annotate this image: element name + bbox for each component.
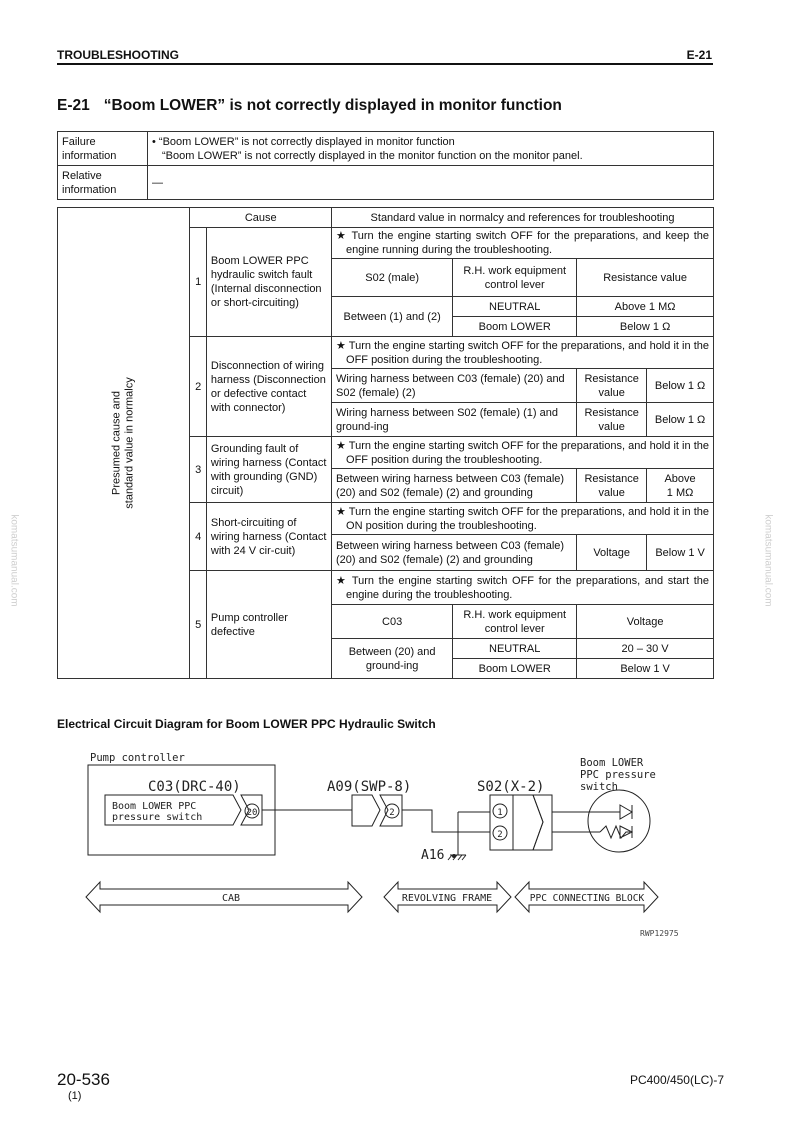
row-number: 2: [190, 337, 206, 437]
measure-cell: Between (1) and (2): [332, 297, 453, 337]
watermark-right: komatsumanual.com: [762, 514, 774, 607]
c03-label: C03(DRC-40): [148, 779, 241, 795]
measure-cell: Wiring harness between S02 (female) (1) and ground-ing: [332, 403, 577, 437]
header-cell: C03: [332, 605, 453, 639]
pressure-switch-circle: [588, 790, 650, 852]
cause-table: [57, 207, 714, 679]
switch-label-3: switch: [580, 781, 618, 793]
diagram-ref: RWP12975: [640, 929, 679, 938]
wire: [402, 810, 490, 832]
zone-cab-label: CAB: [221, 893, 241, 904]
title-code: E-21: [57, 97, 90, 114]
model-number: PC400/450(LC)-7: [629, 1073, 724, 1087]
header-cell: Voltage: [577, 605, 714, 639]
ground-label: A16: [421, 848, 445, 863]
header-cell: R.H. work equipment control lever: [453, 259, 577, 297]
header-rule: [57, 63, 713, 65]
measure-cell: Between wiring harness between C03 (female) (20) and S02 (female) (2) and grounding: [332, 469, 577, 503]
header-cell: S02 (male): [332, 259, 453, 297]
kind-cell: Resistance value: [577, 403, 647, 437]
diagram-title: Electrical Circuit Diagram for Boom LOWER PPC Hydraulic Switch: [57, 717, 436, 731]
zone-frame-label: REVOLVING FRAME: [401, 893, 493, 904]
cause-cell: Disconnection of wiring harness (Disconnection or defective contact with connector): [206, 337, 331, 437]
value-cell: Below 1 V: [577, 659, 714, 679]
page-number: 20-536: [57, 1070, 110, 1089]
cause-cell: Pump controller defective: [206, 571, 331, 679]
value-cell: Below 1 Ω: [647, 403, 714, 437]
kind-cell: Voltage: [577, 535, 647, 571]
note-cell: ★ Turn the engine starting switch OFF for the preparations, and hold it in the OFF position during the troubleshooting.: [332, 337, 714, 369]
state-cell: NEUTRAL: [453, 639, 577, 659]
note-cell: ★ Turn the engine starting switch OFF for the preparations, and keep the engine running during the troubleshooting.: [332, 228, 714, 259]
row-number: 3: [190, 437, 206, 503]
relative-label: Relative information: [58, 166, 148, 200]
row-number: 1: [190, 228, 206, 337]
connector-s02: [490, 795, 513, 850]
switch-label-2: PPC pressure: [580, 769, 656, 781]
pin-20: 20: [246, 808, 258, 818]
measure-cell: Between wiring harness between C03 (female) (20) and S02 (female) (2) and grounding: [332, 535, 577, 571]
pin-1-s02: 1: [497, 808, 503, 818]
ground-symbol: [448, 855, 466, 860]
page-subnumber: (1): [68, 1090, 82, 1102]
page-title: [57, 97, 562, 115]
cause-cell: Short-circuiting of wiring harness (Contact with 24 V cir-cuit): [206, 503, 331, 571]
connector-a09: [352, 795, 380, 826]
cause-cell: Grounding fault of wiring harness (Contact with grounding (GND) circuit): [206, 437, 331, 503]
inner-label-2: pressure switch: [112, 812, 203, 823]
circuit-diagram: [0, 740, 794, 940]
state-cell: Boom LOWER: [453, 317, 577, 337]
failure-label: Failure information: [58, 132, 148, 166]
inner-label-1: Boom LOWER PPC: [112, 801, 197, 812]
kind-cell: Resistance value: [577, 369, 647, 403]
row-number: 4: [190, 503, 206, 571]
note-cell: ★ Turn the engine starting switch OFF for the preparations, and hold it in the ON position during the troubleshooting.: [332, 503, 714, 535]
state-cell: Boom LOWER: [453, 659, 577, 679]
title-text: “Boom LOWER” is not correctly displayed in monitor function: [103, 97, 562, 114]
col-standard: Standard value in normalcy and references for troubleshooting: [332, 208, 714, 228]
pin-2-s02: 2: [497, 830, 503, 840]
zone-block-label: PPC CONNECTING BLOCK: [529, 893, 645, 904]
value-cell: 20 – 30 V: [577, 639, 714, 659]
info-table: [57, 131, 714, 200]
value-cell: Below 1 Ω: [647, 369, 714, 403]
value-cell: Above 1 MΩ: [577, 297, 714, 317]
value-cell: Above 1 MΩ: [647, 469, 714, 503]
s02-label: S02(X-2): [477, 779, 545, 795]
header-cell: R.H. work equipment control lever: [453, 605, 577, 639]
measure-cell: Between (20) and ground-ing: [332, 639, 453, 679]
value-cell: Below 1 V: [647, 535, 714, 571]
header-cell: Resistance value: [577, 259, 714, 297]
failure-text: • “Boom LOWER” is not correctly displayed in monitor function “Boom LOWER” is not correctly displayed in the monitor function on the monitor panel.: [148, 132, 714, 166]
note-cell: ★ Turn the engine starting switch OFF for the preparations, and hold it in the OFF position during the troubleshooting.: [332, 437, 714, 469]
switch-label-1: Boom LOWER: [580, 757, 644, 769]
note-cell: ★ Turn the engine starting switch OFF for the preparations, and start the engine during the troubleshooting.: [332, 571, 714, 605]
state-cell: NEUTRAL: [453, 297, 577, 317]
col-cause: Cause: [190, 208, 332, 228]
side-label: Presumed cause and standard value in normalcy: [58, 208, 190, 679]
pin-2-a09: 2: [389, 808, 395, 818]
controller-label: Pump controller: [90, 752, 185, 764]
a09-label: A09(SWP-8): [327, 779, 412, 795]
row-number: 5: [190, 571, 206, 679]
header-section: TROUBLESHOOTING: [57, 48, 179, 62]
header-code: E-21: [686, 48, 712, 62]
watermark-left: komatsumanual.com: [8, 514, 20, 607]
measure-cell: Wiring harness between C03 (female) (20) and S02 (female) (2): [332, 369, 577, 403]
kind-cell: Resistance value: [577, 469, 647, 503]
relative-text: —: [148, 166, 714, 200]
value-cell: Below 1 Ω: [577, 317, 714, 337]
cause-cell: Boom LOWER PPC hydraulic switch fault (Internal disconnection or short-circuiting): [206, 228, 331, 337]
